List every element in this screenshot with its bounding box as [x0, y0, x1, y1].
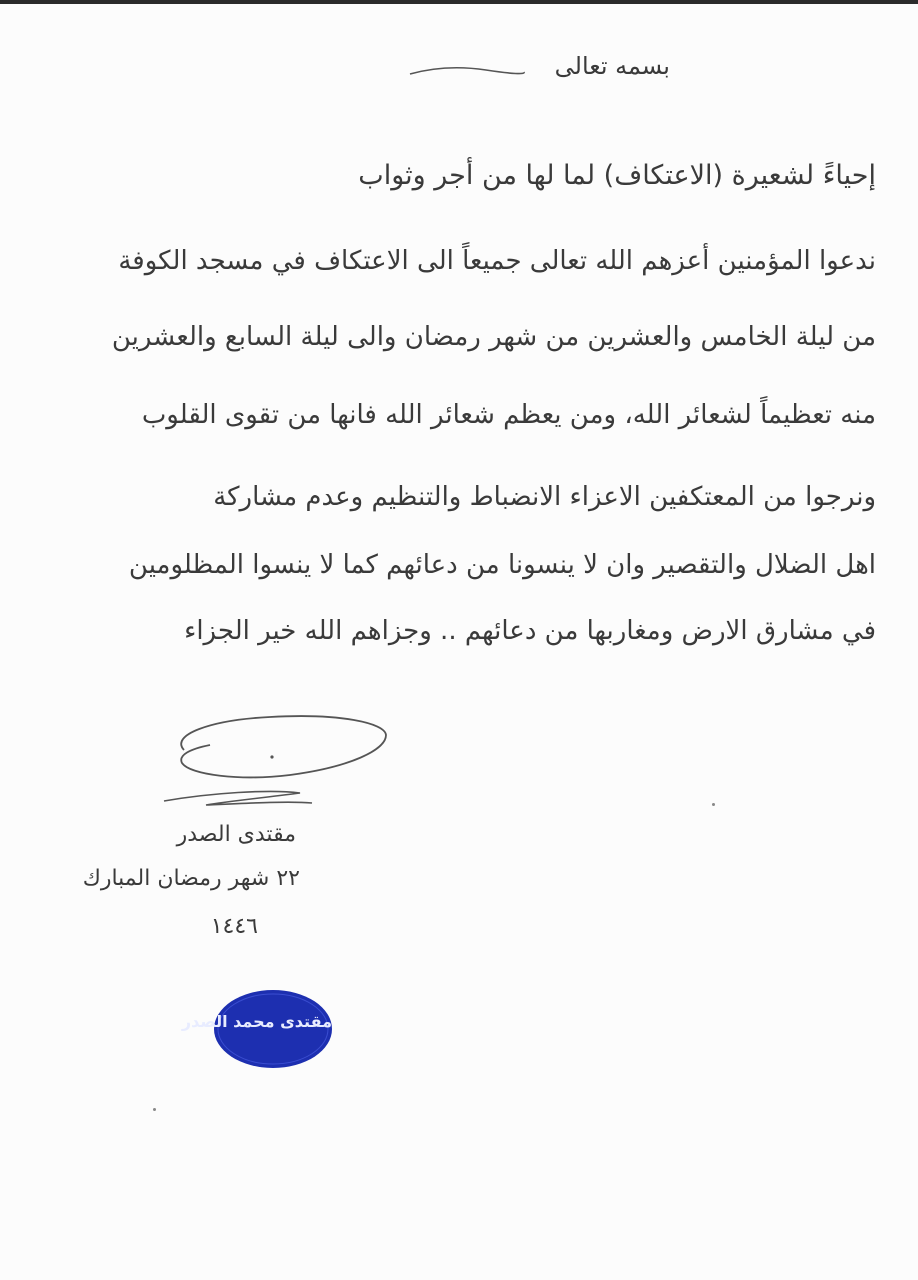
paper-speck — [712, 803, 715, 806]
body-line: ونرجوا من المعتكفين الاعزاء الانضباط والتنظيم وعدم مشاركة — [213, 482, 876, 512]
seal-text: مقتدى محمد الصدر — [181, 1012, 332, 1031]
body-line: منه تعظيماً لشعائر الله، ومن يعظم شعائر الله فانها من تقوى القلوب — [141, 400, 876, 430]
body-line: في مشارق الارض ومغاربها من دعائهم .. وجزاهم الله خير الجزاء — [184, 616, 876, 646]
body-line: اهل الضلال والتقصير وان لا ينسونا من دعائهم كما لا ينسوا المظلومين — [128, 550, 876, 580]
header-flourish — [406, 62, 526, 82]
body-line: ندعوا المؤمنين أعزهم الله تعالى جميعاً الى الاعتكاف في مسجد الكوفة — [118, 246, 876, 276]
signature-date: ٢٢ شهر رمضان المبارك — [82, 866, 300, 891]
signature-name: مقتدى الصدر — [176, 822, 296, 847]
body-line: من ليلة الخامس والعشرين من شهر رمضان والى ليلة السابع والعشرين — [111, 322, 876, 352]
paper-speck — [153, 1108, 156, 1111]
letter-header: بسمه تعالى — [554, 52, 670, 80]
signature-year: ١٤٤٦ — [210, 914, 258, 939]
letter-subject: إحياءً لشعيرة (الاعتكاف) لما لها من أجر وثواب — [358, 160, 876, 191]
handwritten-signature — [150, 705, 400, 815]
